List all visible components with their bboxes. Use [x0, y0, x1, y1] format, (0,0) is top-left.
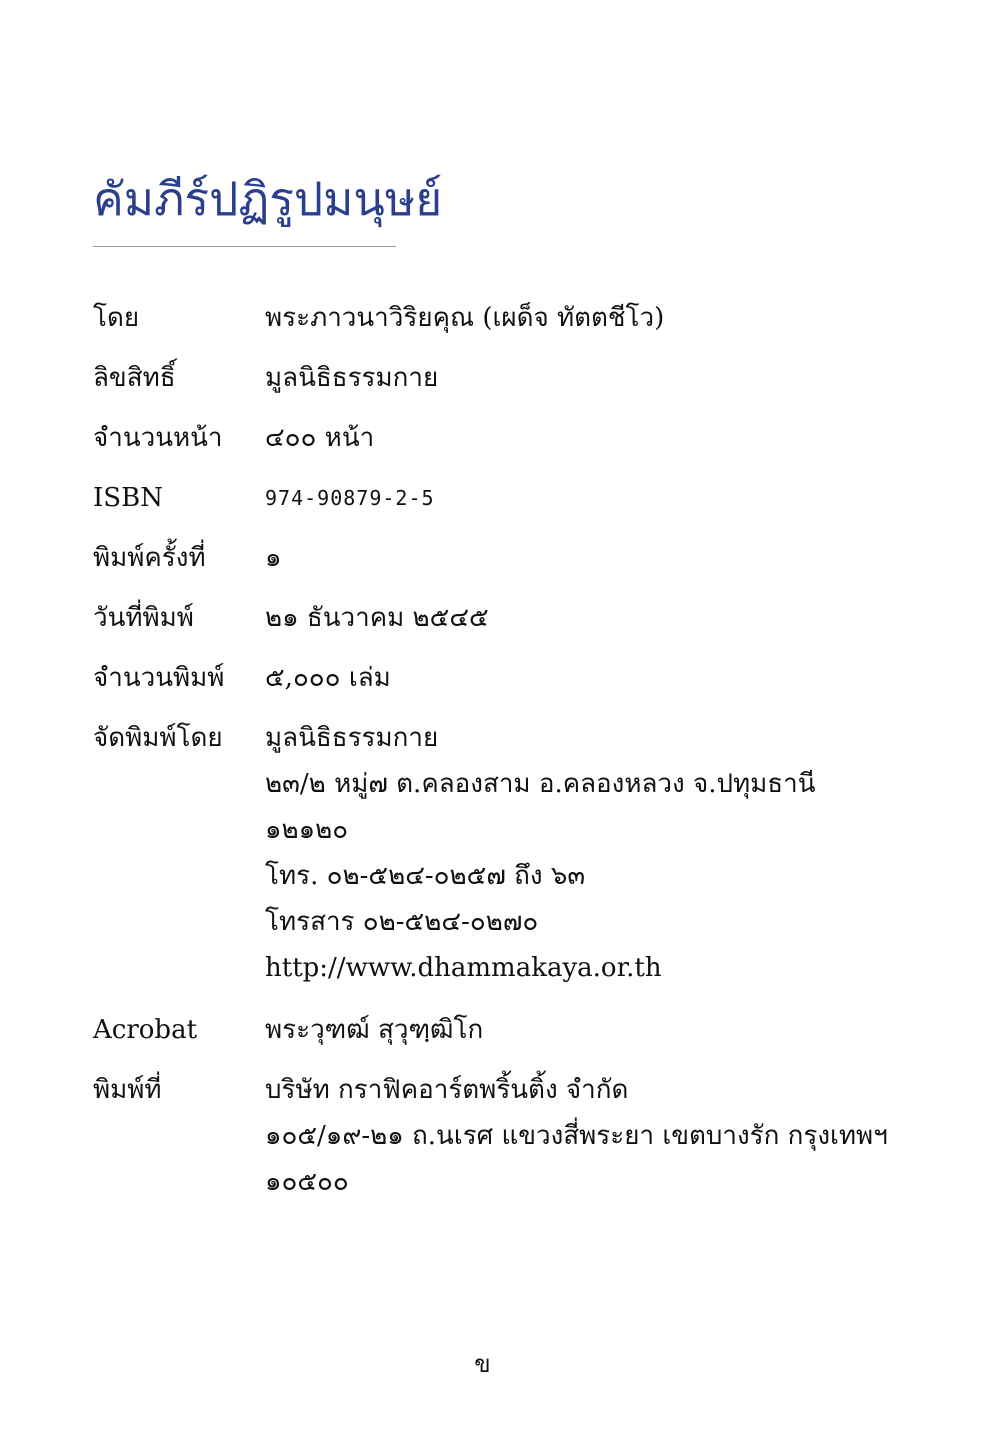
- info-row-copyright: [93, 356, 953, 400]
- acrobat-label: Acrobat: [93, 1015, 198, 1045]
- page-number: ข: [474, 1350, 491, 1378]
- title-underline: [93, 246, 396, 247]
- printer-address-line1: ๑๐๕/๑๙-๒๑ ถ.นเรศ แขวงสี่พระยา เขตบางรัก กรุงเทพฯ: [265, 1121, 888, 1151]
- isbn-value: 974-90879-2-5: [265, 486, 435, 510]
- publication-info: [93, 296, 953, 1222]
- printer-name: บริษัท กราฟิคอาร์ตพริ้นติ้ง จำกัด: [265, 1075, 629, 1105]
- info-row-printer: [93, 1068, 953, 1206]
- book-title: คัมภีร์ปฏิรูปมนุษย์: [93, 172, 443, 226]
- info-row-acrobat: [93, 1008, 953, 1052]
- printer-label: พิมพ์ที่: [93, 1075, 162, 1105]
- pages-value: ๔๐๐ หน้า: [265, 423, 375, 453]
- print-count-label: จำนวนพิมพ์: [93, 663, 225, 693]
- printer-address-line2: ๑๐๕๐๐: [265, 1167, 349, 1197]
- info-row-edition: [93, 536, 953, 580]
- info-row-pages: [93, 416, 953, 460]
- print-date-label: วันที่พิมพ์: [93, 603, 194, 633]
- pages-label: จำนวนหน้า: [93, 423, 223, 453]
- author-label: โดย: [93, 303, 140, 333]
- edition-value: ๑: [265, 543, 282, 573]
- publisher-label: จัดพิมพ์โดย: [93, 723, 223, 753]
- acrobat-value: พระวุฑฒ์ สุวุฑฺฒิโก: [265, 1015, 484, 1045]
- info-row-isbn: [93, 476, 953, 520]
- copyright-value: มูลนิธิธรรมกาย: [265, 363, 439, 393]
- copyright-label: ลิขสิทธิ์: [93, 363, 176, 393]
- publisher-address-line2: ๑๒๑๒๐: [265, 815, 349, 845]
- info-row-author: [93, 296, 953, 340]
- print-date-value: ๒๑ ธันวาคม ๒๕๔๕: [265, 603, 489, 633]
- info-row-print-date: [93, 596, 953, 640]
- author-value: พระภาวนาวิริยคุณ (เผด็จ ทัตตชีโว): [265, 303, 665, 333]
- print-count-value: ๕,๐๐๐ เล่ม: [265, 663, 391, 693]
- publisher-fax: โทรสาร ๐๒-๕๒๔-๐๒๗๐: [265, 907, 539, 937]
- publisher-phone: โทร. ๐๒-๕๒๔-๐๒๕๗ ถึง ๖๓: [265, 861, 586, 891]
- info-row-print-count: [93, 656, 953, 700]
- publisher-website: http://www.dhammakaya.or.th: [265, 953, 662, 983]
- isbn-label: ISBN: [93, 483, 163, 513]
- publisher-address-line1: ๒๓/๒ หมู่๗ ต.คลองสาม อ.คลองหลวง จ.ปทุมธานี: [265, 769, 816, 799]
- edition-label: พิมพ์ครั้งที่: [93, 543, 206, 573]
- publisher-name: มูลนิธิธรรมกาย: [265, 723, 439, 753]
- info-row-publisher: [93, 716, 953, 992]
